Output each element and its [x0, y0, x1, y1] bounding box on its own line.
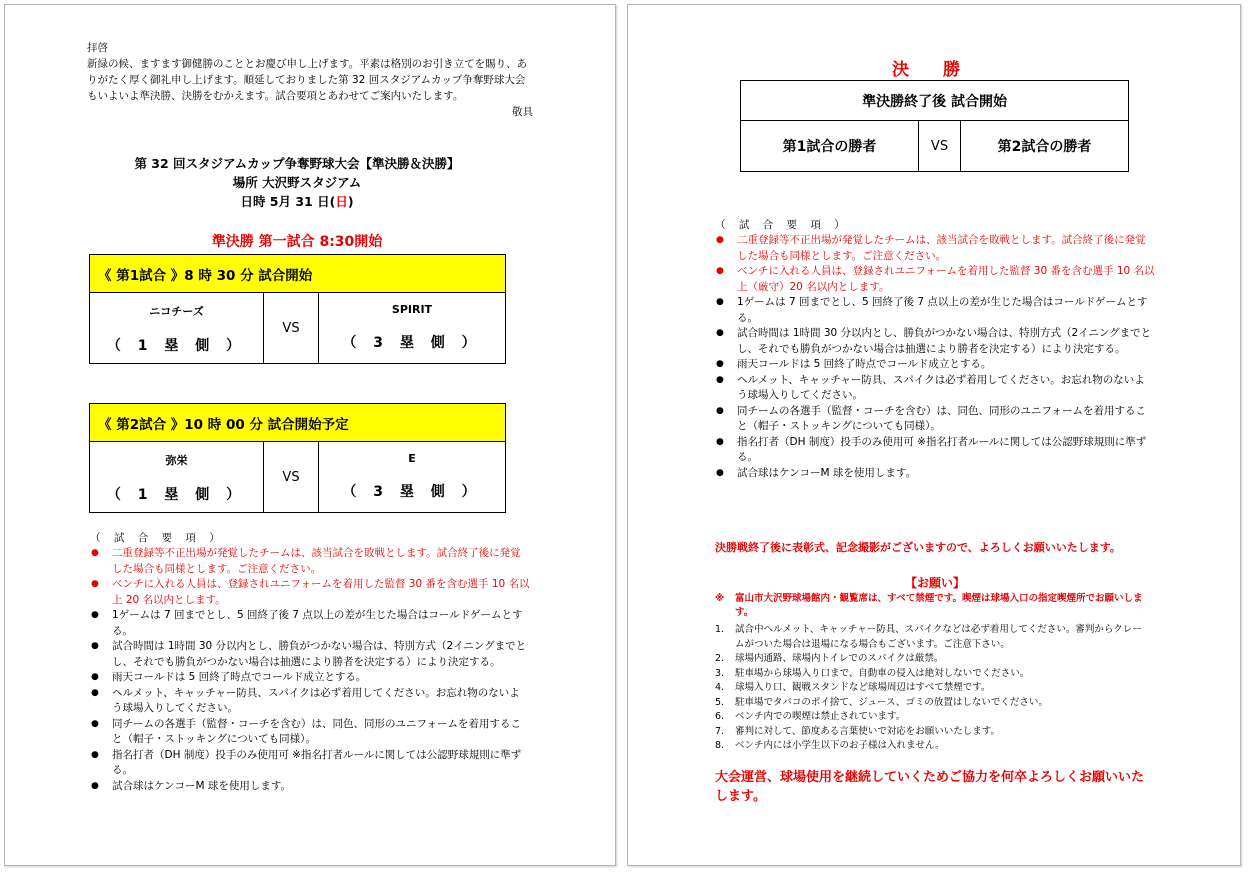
final-team-a: 第1試合の勝者	[741, 121, 919, 172]
rule-item: ● ベンチに入れる人員は、登録されユニフォームを着用した監督 30 番を含む選手 10 名以上（厳守）20 名以内とします。	[715, 264, 1155, 295]
rule-item: ● 雨天コールドは 5 回終了時点でコールド成立とする。	[90, 670, 530, 686]
rule-item: ● ベンチに入れる人員は、登録されユニフォームを着用した監督 30 番を含む選手 10 名以上 20 名以内とします。	[90, 577, 530, 608]
request-item: 6. ベンチ内での喫煙は禁止されています。	[715, 711, 906, 722]
final-start-time: 準決勝終了後 試合開始	[741, 81, 1129, 121]
rule-item: ● 二重登録等不正出場が発覚したチームは、該当試合を敗戦とします。試合終了後に発覚した場合も同様とします。ご注意ください。	[715, 233, 1155, 264]
request-title: 【お願い】	[904, 576, 965, 590]
request-item: 3. 駐車場から球場入り口まで、自動車の侵入は絶対しないでください。	[715, 667, 1030, 679]
no-smoking-note: ※ 富山市大沢野球場館内・観覧席は、すべて禁煙です。喫煙は球場入口の指定喫煙所でお願いします。	[715, 593, 1143, 618]
salutation: 拝啓	[87, 42, 108, 54]
greeting-letter	[87, 40, 533, 120]
rule-item: ● 試合時間は 1時間 30 分以内とし、勝負がつかない場合は、特別方式（2イニングまでとし、それでも勝負がつかない場合は抽選により勝者を決定する）により決定する。	[90, 639, 530, 670]
team-side: （ 3 塁 側 ）	[342, 335, 482, 351]
award-ceremony-note: 決勝戦終了後に表彰式、記念撮影がございますので、よろしくお願いいたします。	[715, 541, 1121, 554]
request-item: 8. ベンチ内には小学生以下のお子様は入れません。	[715, 740, 945, 751]
semifinal-heading: 準決勝 第一試合 8:30開始	[211, 234, 383, 250]
team-side: （ 1 塁 側 ）	[106, 487, 247, 503]
request-list	[715, 623, 1151, 754]
vs-label: VS	[919, 121, 961, 172]
rule-item: ● 指名打者（DH 制度）投手のみ使用可 ※指名打者ルールに関しては公認野球規則に準ずる。	[90, 748, 530, 779]
match-table-2	[89, 403, 506, 513]
rules-title-left: （ 試 合 要 項 ）	[90, 532, 225, 544]
rule-item: ● 同チームの各選手（監督・コーチを含む）は、同色、同形のユニフォームを着用すること（帽子・ストッキングについても同様）。	[90, 717, 530, 748]
team-name: SPIRIT	[391, 303, 433, 316]
request-item: 2. 球場内通路、球場内トイレでのスパイクは厳禁。	[715, 653, 944, 664]
match-table-1	[89, 254, 506, 364]
team-name: E	[408, 452, 416, 465]
request-item: 5. 駐車場でタバコのポイ捨て、ジュース、ゴミの放置はしないでください。	[715, 696, 1048, 708]
final-team-b: 第2試合の勝者	[961, 121, 1129, 172]
rules-list-left	[90, 546, 530, 794]
rule-item: ● 指名打者（DH 制度）投手のみ使用可 ※指名打者ルールに関しては公認野球規則に準ずる。	[715, 435, 1155, 466]
team-side: （ 3 塁 側 ）	[342, 484, 482, 500]
rule-item: ● ヘルメット、キャッチャー防具、スパイクは必ず着用してください。お忘れ物のないよう球場入りしてください。	[90, 686, 530, 717]
event-info	[87, 154, 507, 211]
rule-item: ● 試合球はケンコーM 球を使用します。	[90, 779, 530, 795]
rule-item: ● 試合球はケンコーM 球を使用します。	[715, 466, 1155, 482]
rule-item: ● 1ゲームは 7 回までとし、5 回終了後 7 点以上の差が生じた場合はコールドゲームとする。	[715, 295, 1155, 326]
rule-item: ● 雨天コールドは 5 回終了時点でコールド成立とする。	[715, 357, 1155, 373]
rules-list-right	[715, 233, 1155, 481]
team-name: ニコチーズ	[149, 305, 204, 318]
team-cell-first-base	[90, 293, 264, 364]
event-venue: 場所 大沢野スタジアム	[232, 175, 362, 190]
rule-item: ● 1ゲームは 7 回までとし、5 回終了後 7 点以上の差が生じた場合はコールドゲームとする。	[90, 608, 530, 639]
team-name: 弥栄	[165, 454, 188, 467]
rule-item: ● 試合時間は 1時間 30 分以内とし、勝負がつかない場合は、特別方式（2イニングまでとし、それでも勝負がつかない場合は抽選により勝者を決定する）により決定する。	[715, 326, 1155, 357]
vs-label: VS	[264, 442, 319, 513]
request-item: 7. 審判に対して、節度ある言葉使いで対応をお願いいたします。	[715, 725, 1001, 737]
reference-mark: ※	[715, 593, 725, 604]
closing-word: 敬具	[512, 106, 533, 118]
rule-item: ● 二重登録等不正出場が発覚したチームは、該当試合を敗戦とします。試合終了後に発覚した場合も同様とします。ご注意ください。	[90, 546, 530, 577]
rule-item: ● ヘルメット、キャッチャー防具、スパイクは必ず着用してください。お忘れ物のないよう球場入りしてください。	[715, 373, 1155, 404]
event-weekday: 日	[335, 194, 348, 209]
event-title: 第 32 回スタジアムカップ争奪野球大会【準決勝＆決勝】	[134, 156, 460, 171]
team-cell-first-base	[90, 442, 264, 513]
request-item: 4. 球場入り口、観戦スタンドなど球場周辺はすべて禁煙です。	[715, 682, 991, 693]
match-header: 《 第1試合 》8 時 30 分 試合開始	[90, 255, 506, 293]
team-cell-third-base	[319, 293, 506, 364]
greeting-body: 新緑の候、ますます御健勝のこととお慶び申し上げます。平素は格別のお引き立てを賜り、ありがたく厚く御礼申し上げます。順延しておりました第 32 回スタジアムカップ争奪野球大会もいよいよ準決勝、決勝をむかえます。試合要項とあわせてご案内いたします。	[87, 58, 528, 102]
cooperation-request: 大会運営、球場使用を継続していくためご協力を何卒よろしくお願いいたします。	[715, 770, 1145, 804]
vs-label: VS	[264, 293, 319, 364]
final-title: 決 勝	[892, 60, 974, 80]
team-cell-third-base	[319, 442, 506, 513]
rule-item: ● 同チームの各選手（監督・コーチを含む）は、同色、同形のユニフォームを着用すること（帽子・ストッキングについても同様）。	[715, 404, 1155, 435]
final-match-table	[740, 80, 1129, 172]
event-date: 日時 5月 31 日(日)	[240, 194, 354, 209]
rules-title-right: （ 試 合 要 項 ）	[715, 219, 850, 231]
match-header: 《 第2試合 》10 時 00 分 試合開始予定	[90, 404, 506, 442]
request-item: 1. 試合中ヘルメット、キャッチャー防具、スパイクなどは必ず着用してください。審判からクレームがついた場合は退場になる場合もございます。ご注意下さい。	[715, 624, 1142, 650]
team-side: （ 1 塁 側 ）	[106, 338, 247, 354]
